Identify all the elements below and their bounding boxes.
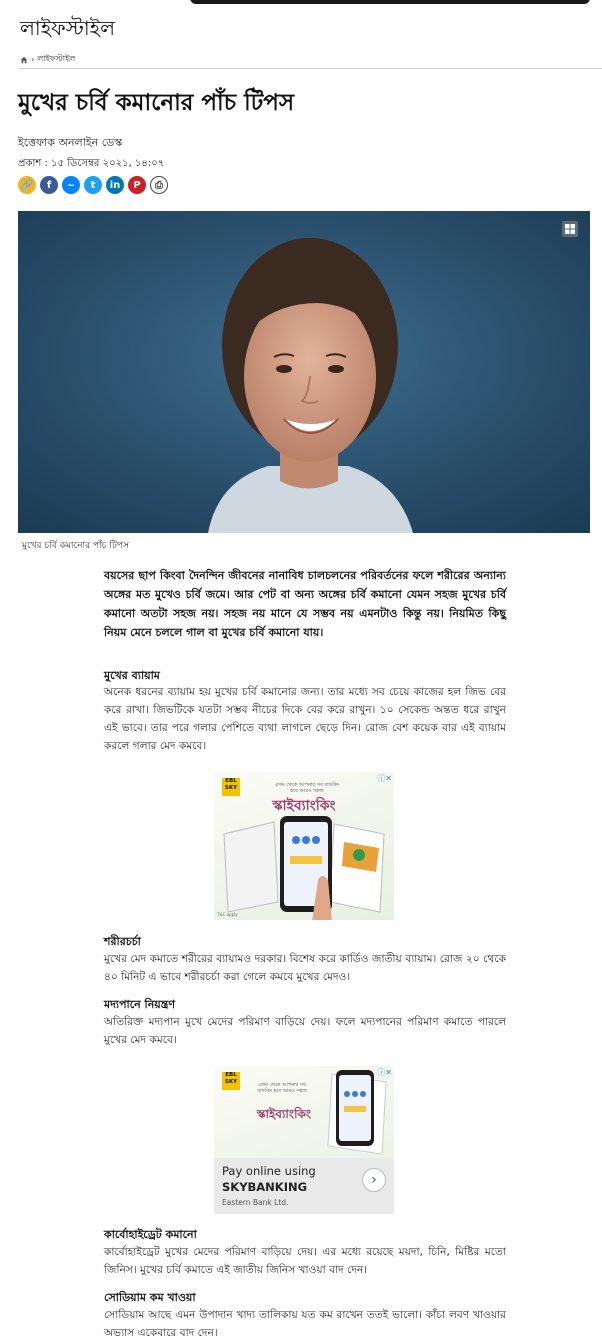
ad-tagline: এখন থেকে আপনার সব ব্যাংকিং হবে আরও সহজ [274, 782, 340, 794]
section-text: অনেক ধরনের ব্যায়াম হয় মুখের চর্বি কমানোর জন্য। তার মধ্যে সব চেয়ে কাজের হল জিভ বের করে রাখা। জিভটিকে যতটা সম্ভব নীচের দিকে বের করে রাখুন। ১০ সেকেন্ড অন্তত ধরে রাখুন এই ভাবে। তার পরে গলার পেশিতে ব্যথা লাগলে ছেড়ে দিন। রোজ বেশ কয়েক বার এই ব্যায়াম করলে গলার মেদ কমবে। [104, 686, 506, 752]
publish-date: প্রকাশ : ১৫ ডিসেম্বর ২০২১, ১৪:০৭ [18, 158, 165, 169]
ad-cta-line2: SKYBANKING [222, 1180, 308, 1194]
ad-logo: EBL SKY [222, 778, 240, 796]
ad-phone-illustration [214, 1066, 394, 1158]
portrait-illustration [18, 211, 590, 533]
section-text: কার্বোহাইড্রেট মুখের মেদের পরিমাণ বাড়িয়ে দেয়। এর মধ্যে রয়েছে ময়দা, চিনি, মিষ্টির মতো জিনিস। মুখের চর্বি কমাতে এই জাতীয় জিনিস খাওয়া বাদ দেন। [104, 1246, 506, 1276]
divider [18, 68, 602, 69]
section-heading: মদ্যপানে নিয়ন্ত্রণ [104, 998, 176, 1011]
section-title[interactable]: লাইফস্টাইল [20, 16, 115, 40]
hero-image[interactable] [18, 211, 590, 533]
lead-paragraph: বয়সের ছাপ কিংবা দৈনন্দিন জীবনের নানাবিধ চালচলনের পরিবর্তনের ফলে শরীরের অন্যান্য অঙ্গের মত মুখেও চর্বি জমে। আর পেট বা অন্য অঙ্গের চর্বি কমানো যেমন সহজ মুখের চর্বি কমানো অতটা সহজ নয়। সহজ নয় মানে যে সম্ভব নয় এমনটাও কিন্তু নয়। নিয়মিত কিছু নিয়ম মেনে চললে গাল বা মুখের চর্বি কমানো যায়। [104, 569, 506, 639]
ad-logo: EBL SKY [222, 1072, 240, 1090]
image-caption: মুখের চর্বি কমানোর পাঁচ টিপস [22, 541, 129, 551]
ad-cta-line1: Pay online using [222, 1164, 316, 1178]
section-heading: সোডিয়াম কম খাওয়া [104, 1291, 196, 1304]
section-text: অতিরিক্ত মদ্যপান মুখে মেদের পরিমাণ বাড়িয়ে দেয়। ফলে মদ্যপানের পরিমাণ কমাতে পারলে মুখের মেদ কমবে। [104, 1016, 506, 1046]
breadcrumb-separator: › [31, 55, 35, 64]
facebook-icon[interactable]: f [40, 176, 58, 194]
breadcrumb [20, 53, 75, 66]
ad-footnote: T&C apply [217, 912, 238, 917]
print-icon[interactable]: ⎙ [150, 176, 168, 194]
section-heading: শরীরচর্চা [104, 935, 141, 948]
section-heading: কার্বোহাইড্রেট কমানো [104, 1228, 197, 1241]
ad-choices-icon[interactable]: ⓘ✕ [377, 1068, 392, 1077]
ad-phone-illustration [214, 772, 394, 920]
masthead-strip [0, 0, 602, 8]
home-icon[interactable] [20, 56, 28, 64]
linkedin-icon[interactable]: in [106, 176, 124, 194]
ad-choices-icon[interactable]: ⓘ✕ [377, 774, 392, 783]
section-text: মুখের মেদ কমাতে শরীরের ব্যায়ামও দরকার। বিশেষ করে কার্ডিও জাতীয় ব্যায়াম। রোজ ২০ থেকে ৪০ মিনিট এ ভাবে শরীরচর্চা করা গেলে কমবে মুখের মেদও। [104, 953, 506, 983]
ad-cta-band[interactable] [214, 1158, 394, 1214]
ad-advertiser: Eastern Bank Ltd. [222, 1198, 289, 1207]
ad-tagline: এখন থেকে আপনার সব ব্যাংকিং হবে আরও সহজ [257, 1082, 307, 1094]
masthead-logo-fragment[interactable] [190, 0, 590, 4]
advertisement-banner[interactable] [214, 772, 394, 920]
advertisement-banner[interactable] [214, 1066, 394, 1214]
gallery-icon[interactable] [562, 221, 578, 237]
breadcrumb-current[interactable]: লাইফস্টাইল [37, 54, 76, 63]
section-text: সোডিয়াম আছে এমন উপাদান খাদ্য তালিকায় যত কম রাখেন ততই ভালো। কাঁচা লবণ খাওয়ার অভ্যাস একেবারে বাদ দেন। [104, 1309, 506, 1339]
copy-link-icon[interactable]: 🔗 [18, 176, 36, 194]
article-title: মুখের চর্বি কমানোর পাঁচ টিপস [18, 89, 295, 116]
twitter-icon[interactable]: t [84, 176, 102, 194]
section-heading: মুখের ব্যায়াম [104, 669, 160, 682]
share-bar [18, 176, 168, 194]
pinterest-icon[interactable]: P [128, 176, 146, 194]
ad-brand: স্কাইব্যাংকিং [256, 1107, 312, 1121]
author-name[interactable]: ইত্তেফাক অনলাইন ডেস্ক [18, 136, 123, 149]
chevron-right-icon[interactable]: › [362, 1168, 386, 1192]
ad-brand: স্কাইব্যাংকিং [272, 798, 336, 814]
messenger-icon[interactable]: ~ [62, 176, 80, 194]
